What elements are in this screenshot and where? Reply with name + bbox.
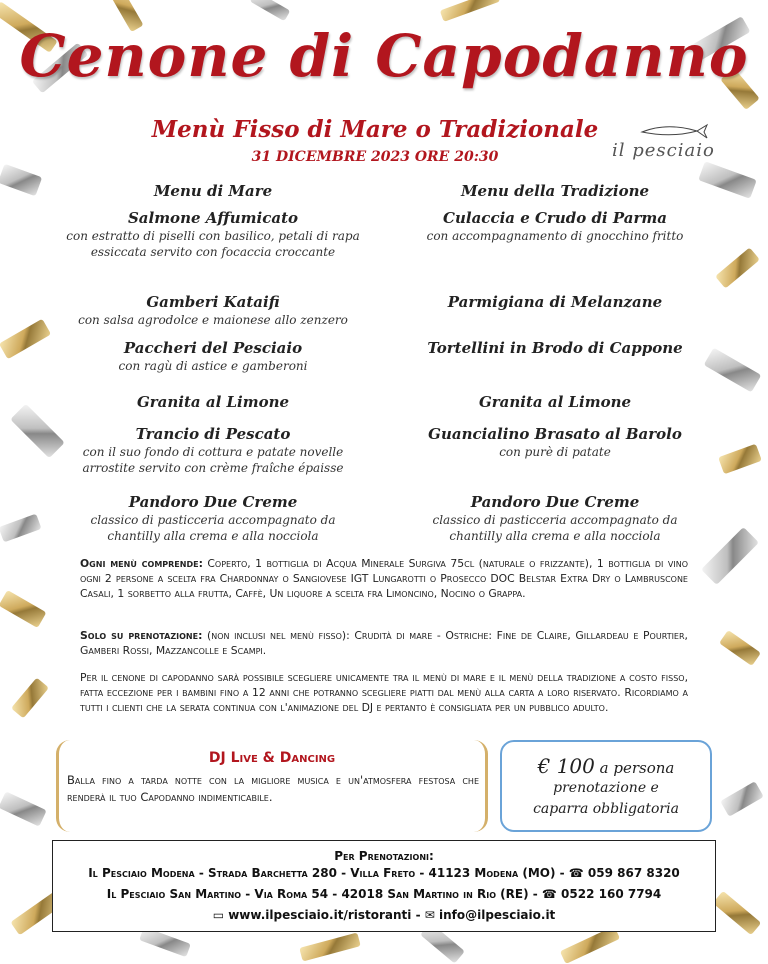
info-text: Per il cenone di capodanno sarà possibile scegliere unicamente tra il menù di mare e il menù della tradizione a costo fisso, fatta eccezione per i bambini fino a 12 anni che potranno scegliere piatti dal menù alla carta a loro riservato. Ricordiamo a tutti i clienti che la serata continua con l'animazione del DJ e pertanto è consigliata per un pubblico adulto. [80, 671, 688, 714]
dish-description: con il suo fondo di cottura e patate novelle arrostite servito con crème fraîche épaisse [82, 445, 344, 475]
dish-description: classico di pasticceria accompagnato da chantilly alla crema e alla nocciola [90, 513, 336, 543]
dish [405, 292, 705, 338]
dish-description: con purè di patate [499, 445, 611, 459]
price-note: prenotazione e [553, 780, 659, 796]
dish [63, 492, 363, 544]
info-text: Coperto, 1 bottiglia di Acqua Minerale Surgiva 75cl (naturale o frizzante), 1 bottiglia di vino ogni 2 persone a scelta fra Chardonnay o Sangiovese IGT Lungarotti o Prosecco DOC Belstar Extra Dry o Lambruscone Casali, 1 sorbetto alla frutta, Caffè, Un liquore a scelta fra Limoncino, Nocino o Grappa. [80, 557, 688, 600]
fish-logo-icon [612, 122, 752, 142]
dish-name: Tortellini in Brodo di Cappone [427, 339, 683, 357]
dish-name: Culaccia e Crudo di Parma [443, 209, 667, 227]
contact-box [52, 840, 716, 932]
contact-san-martino [53, 884, 715, 905]
dj-title: DJ Live & Dancing [208, 750, 336, 766]
dj-text: Balla fino a tarda notte con la migliore musica e un'atmosfera festosa che renderà il tuo Capodanno indimenticabile. [67, 773, 479, 804]
dish-name: Guancialino Brasato al Barolo [428, 425, 682, 443]
page-title: Cenone di Capodanno [19, 22, 749, 90]
dj-box [56, 740, 488, 832]
dish-description: con accompagnamento di gnocchino fritto [426, 229, 684, 243]
dish-name: Pandoro Due Creme [128, 493, 298, 511]
logo [612, 122, 752, 172]
price-unit: a persona [599, 759, 675, 777]
price-note: caparra obbligatoria [533, 801, 679, 817]
menu-mare [63, 180, 363, 544]
contact-modena [53, 863, 715, 884]
info-included [80, 556, 688, 601]
dish-name: Granita al Limone [478, 393, 632, 411]
restaurant-address: - Via Roma 54 - 42018 San Martino in Rio (RE) - [241, 887, 542, 901]
dish-description: con salsa agrodolce e maionese allo zenzero [78, 313, 348, 327]
dish [405, 208, 705, 292]
dish-name: Trancio di Pescato [135, 425, 291, 443]
separator: - [415, 908, 425, 922]
dish [405, 492, 705, 544]
phone-icon: ☎ [541, 887, 562, 901]
restaurant-address: - Strada Barchetta 280 - Villa Freto - 41123 Modena (MO) - [194, 866, 569, 880]
dish [405, 424, 705, 492]
restaurant-name: Il Pesciaio Modena [88, 866, 195, 880]
phone-link[interactable]: 059 867 8320 [587, 866, 680, 880]
dish [63, 292, 363, 338]
dish-name: Granita al Limone [136, 393, 290, 411]
price-line [502, 754, 710, 778]
info-text: (non inclusi nel menù fisso): Crudità di mare - Ostriche: Fine de Claire, Gillardeau e Pourtier, Gamberi Rossi, Mazzancolle e Scampi. [80, 629, 688, 657]
info-label: Ogni menù comprende: [80, 557, 203, 570]
event-date: 31 DICEMBRE 2023 ORE 20:30 [251, 149, 499, 165]
dish-description-block [63, 228, 363, 292]
dish-name: Paccheri del Pesciaio [123, 339, 303, 357]
phone-icon: ☎ [568, 866, 588, 880]
dish [63, 338, 363, 392]
phone-link[interactable]: 0522 160 7794 [561, 887, 662, 901]
contact-web [53, 905, 715, 925]
dish-description: con estratto di piselli con basilico, petali di rapa essiccata servito con focaccia croccante [66, 229, 360, 259]
page-subtitle: Menù Fisso di Mare o Tradizionale [151, 116, 599, 143]
price-box [500, 740, 712, 832]
website-link[interactable]: www.ilpesciaio.it/ristoranti [228, 908, 412, 922]
dish-name: Pandoro Due Creme [470, 493, 640, 511]
dish-name: Parmigiana di Melanzane [447, 293, 663, 311]
info-label: Solo su prenotazione: [80, 629, 203, 642]
info-notes [80, 670, 688, 715]
info-reservation-only [80, 628, 688, 658]
menu-tradizione [405, 180, 705, 544]
menu-heading: Menu della Tradizione [460, 182, 650, 200]
dish-description: con ragù di astice e gamberoni [118, 359, 308, 373]
dish [405, 338, 705, 392]
dish-description: classico di pasticceria accompagnato da chantilly alla crema e alla nocciola [432, 513, 678, 543]
contact-title: Per Prenotazioni: [334, 849, 434, 863]
email-icon: ✉ [424, 908, 439, 922]
dish [405, 392, 705, 424]
restaurant-name: Il Pesciaio San Martino [106, 887, 242, 901]
dish-name: Gamberi Kataifi [146, 293, 280, 311]
menu-heading: Menu di Mare [153, 182, 273, 200]
logo-text: il pesciaio [612, 140, 715, 161]
price-amount: € 100 [537, 754, 595, 778]
dish-name: Salmone Affumicato [127, 209, 299, 227]
dish [63, 424, 363, 492]
computer-icon: ▭ [212, 908, 229, 922]
email-link[interactable]: info@ilpesciaio.it [438, 908, 556, 922]
dish [63, 392, 363, 424]
